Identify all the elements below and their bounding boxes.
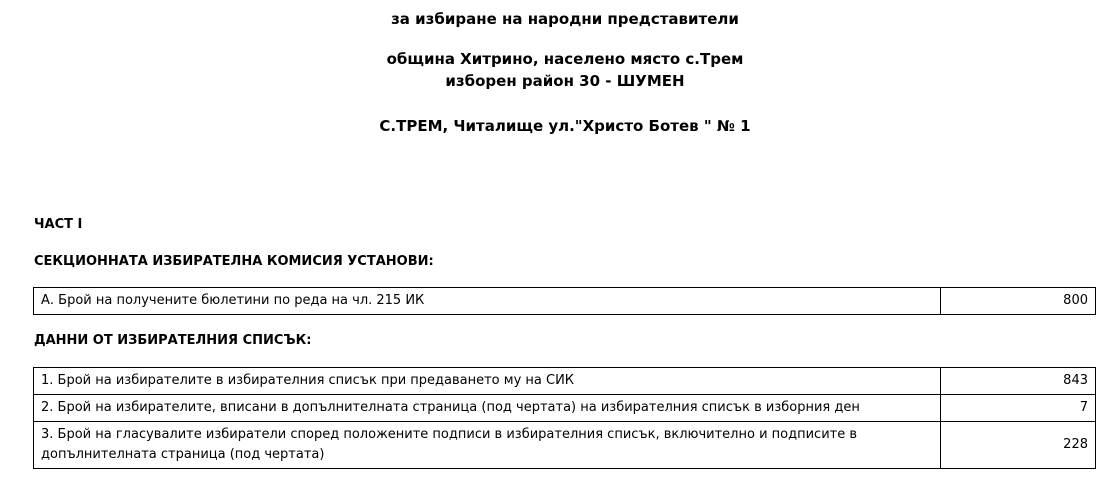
voter-list-table [33, 367, 1096, 469]
table-row [34, 288, 1096, 315]
row-value: 843 [941, 368, 1096, 395]
row-value: 228 [941, 422, 1096, 469]
table-row [34, 422, 1096, 469]
table-row [34, 368, 1096, 395]
row-value: 800 [941, 288, 1096, 315]
row-value: 7 [941, 395, 1096, 422]
polling-station-address: С.ТРЕМ, Читалище ул."Христо Ботев " № 1 [379, 117, 751, 135]
ballots-table [33, 287, 1096, 315]
row-label: 2. Брой на избирателите, вписани в допълнителната страница (под чертата) на избирателния списък в изборния ден [34, 395, 941, 422]
sik-heading: СЕКЦИОННАТА ИЗБИРАТЕЛНА КОМИСИЯ УСТАНОВИ: [34, 254, 434, 269]
location-block [0, 48, 1105, 92]
protocol-subtitle: за избиране на народни представители [391, 10, 739, 28]
part-label: ЧАСТ I [34, 217, 83, 232]
row-label: 1. Брой на избирателите в избирателния списък при предаването му на СИК [34, 368, 941, 395]
row-label: А. Брой на получените бюлетини по реда на чл. 215 ИК [34, 288, 941, 315]
row-label: 3. Брой на гласувалите избиратели според положените подписи в избирателния списък, включително и подписите в допълнителната страница (под чертата) [34, 422, 941, 469]
voter-list-heading: ДАННИ ОТ ИЗБИРАТЕЛНИЯ СПИСЪК: [34, 333, 312, 348]
table-row [34, 395, 1096, 422]
electoral-district-line: изборен район 30 - ШУМЕН [445, 72, 685, 90]
municipality-line: община Хитрино, населено място с.Трем [386, 50, 744, 68]
